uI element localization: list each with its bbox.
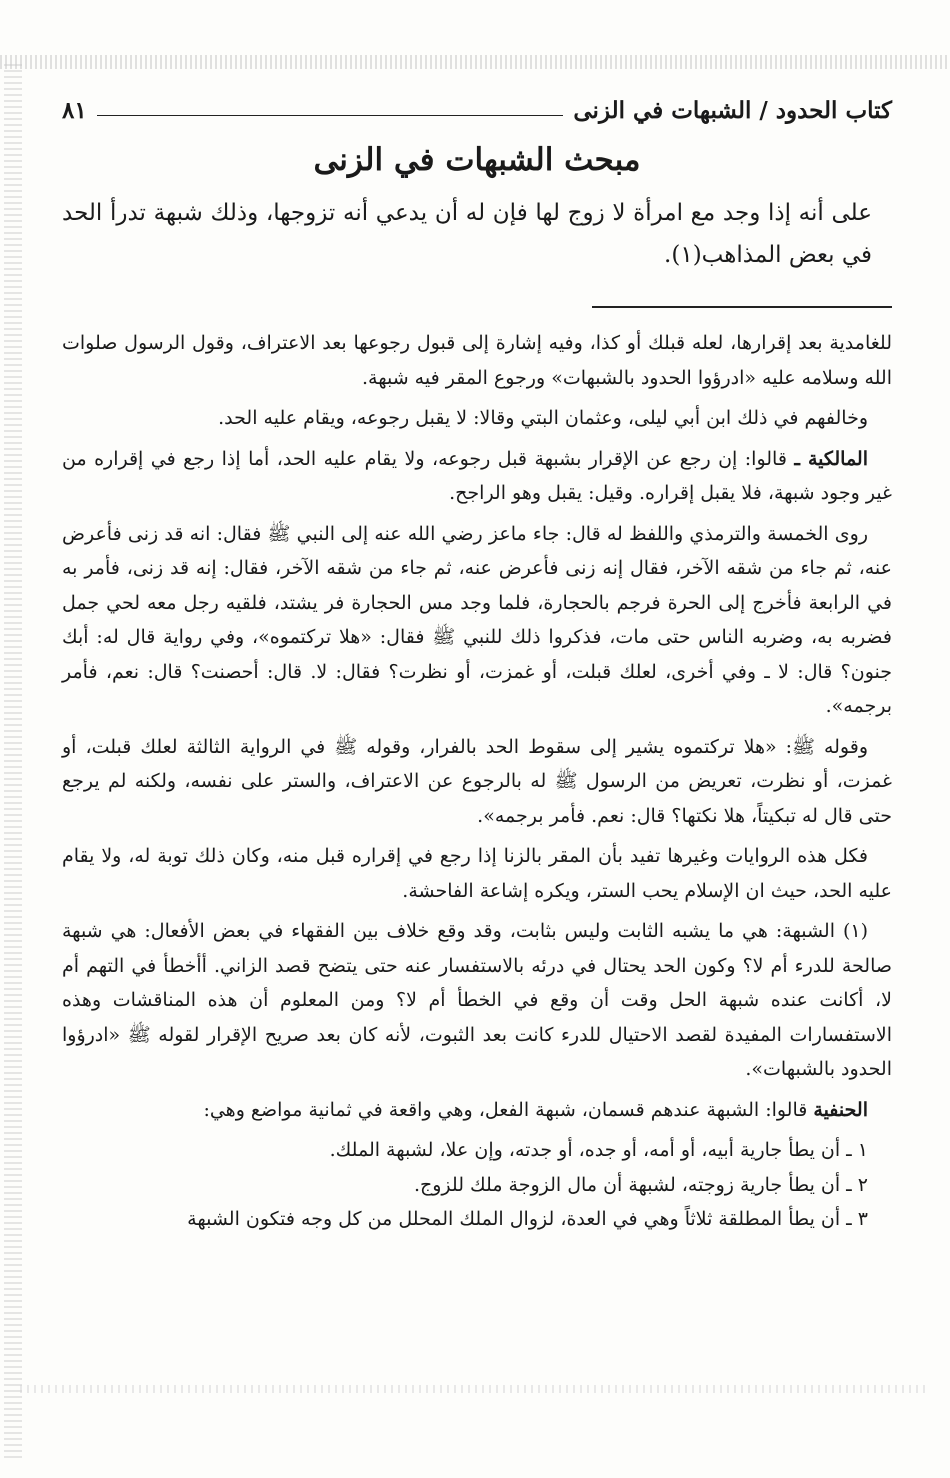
header-rule — [97, 115, 564, 116]
footnote-paragraph-7: (١) الشبهة: هي ما يشبه الثابت وليس بثابت، وقد وقع خلاف بين الفقهاء في بعض الأفعال: هي شبهة صالحة للدرء أم لا؟ وكون الحد يحتال في درئه بالاستفسار عنه حتى يتضح قصد الزاني. أأخطأ في التهم أم لا، أكانت عنده شبهة الحل وقت أن وقع في الخطأ أم لا؟ ومن المعلوم أن هذه المناقشات وهذه الاستفسارات المفيدة لقصد الاحتيال للدرء كانت بعد الثبوت، لأنه كان بعد صريح الإقرار لقوله ﷺ «ادرؤوا الحدود بالشبهات». — [62, 920, 892, 1080]
hanafi-label: الحنفية — [813, 1098, 868, 1121]
ornamental-border-bottom — [20, 1385, 930, 1393]
running-header — [62, 92, 892, 128]
ornamental-border-left — [4, 60, 22, 1458]
list-item: ٢ ـ أن يطأ جارية زوجته، لشبهة أن مال الزوجة ملك للزوج. — [413, 1173, 868, 1196]
maliki-label: المالكية ـ — [794, 447, 869, 470]
footnote-paragraph-2: وخالفهم في ذلك ابن أبي ليلى، وعثمان البتي وقالا: لا يقبل رجوعه، ويقام عليه الحد. — [218, 407, 868, 429]
list-item: ٣ ـ أن يطأ المطلقة ثلاثاً وهي في العدة، لزوال الملك المحلل من كل وجه فتكون الشبهة — [187, 1208, 868, 1230]
page-number: ٨١ — [62, 96, 87, 124]
running-title: كتاب الحدود / الشبهات في الزنى — [573, 96, 892, 124]
section-title: مبحث الشبهات في الزنى — [313, 142, 641, 178]
intro-paragraph: على أنه إذا وجد مع امرأة لا زوج لها فإن له أن يدعي أنه تزوجها، وذلك شبهة تدرأ الحد في بعض المذاهب(١). — [62, 200, 872, 268]
footnote-paragraph-1: للغامدية بعد إقرارها، لعله قبلك أو كذا، وفيه إشارة إلى قبول رجوعها بعد الاعتراف، وقول الرسول صلوات الله وسلامه عليه «ادرؤوا الحدود بالشبهات» ورجوع المقر فيه شبهة. — [62, 332, 892, 389]
list-item: ١ ـ أن يطأ جارية أبيه، أو أمه، أو جده، أو جدته، وإن علا، لشبهة الملك. — [329, 1139, 868, 1161]
ornamental-border-top — [0, 55, 950, 69]
footnote-paragraph-5: وقوله ﷺ: «هلا تركتموه يشير إلى سقوط الحد بالفرار، وقوله ﷺ في الرواية الثالثة لعلك قبلت، أو غمزت، أو نظرت، تعريض من الرسول ﷺ له بالرجوع عن الاعتراف، والستر على نفسه، ولكنه لم يرجع حتى قال له تبكيتاً، هلا نكتها؟ قال: نعم. فأمر برجمه». — [62, 735, 892, 827]
page-content — [62, 92, 892, 1237]
hanafi-text: قالوا: الشبهة عندهم قسمان، شبهة الفعل، وهي واقعة في ثمانية مواضع وهي: — [203, 1098, 814, 1121]
footnote-paragraph-6: فكل هذه الروايات وغيرها تفيد بأن المقر بالزنا إذا رجع في إقراره قبل منه، وكان ذلك توبة له، ولا يقام عليه الحد، حيث ان الإسلام يحب الستر، ويكره إشاعة الفاحشة. — [62, 845, 892, 902]
maliki-text: قالوا: إن رجع عن الإقرار بشبهة قبل رجوعه، ولا يقام عليه الحد، أما إذا رجع في إقراره من غير وجود شبهة، فلا يقبل إقراره. وقيل: يقبل وهو الراجح. — [62, 447, 892, 504]
footnote-separator — [592, 306, 892, 308]
footnote-paragraph-3 — [62, 442, 892, 511]
footnote-paragraph-8 — [62, 1093, 892, 1128]
footnote-paragraph-4: روى الخمسة والترمذي واللفظ له قال: جاء ماعز رضي الله عنه إلى النبي ﷺ فقال: انه قد زنى فأعرض عنه، ثم جاء من شقه الآخر، فقال إنه زنى فأعرض عنه، ثم جاء من شقه الآخر، فقال: إنه قد زنى، فأمر به في الرابعة فأخرج إلى الحرة فرجم بالحجارة، فلما وجد مس الحجارة فر يشتد، فلقيه رجل معه لحي جمل فضربه به، وضربه الناس حتى مات، فذكروا ذلك للنبي ﷺ فقال: «هلا تركتموه»، وفي رواية قال له: أبك جنون؟ قال: لا ـ وفي أخرى، لعلك قبلت، أو غمزت، أو نظرت؟ فقال: لا. قال: أحصنت؟ قال: نعم، فأمر برجمه». — [62, 522, 892, 717]
